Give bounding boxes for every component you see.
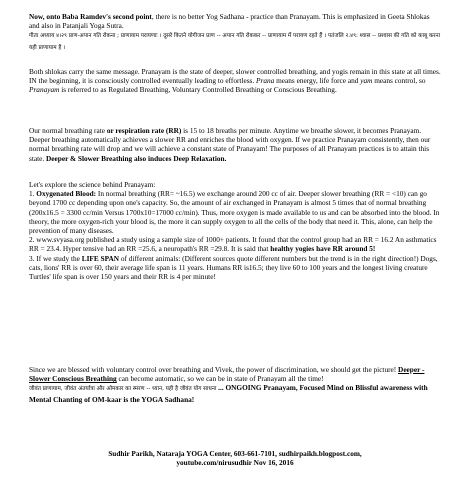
section-science (29, 180, 441, 281)
science-item-study (29, 235, 441, 253)
conclusion-text-2: can become automatic, so we can be in state of Pranayam all the time! (116, 374, 324, 384)
item3-bold: LIFE SPAN (81, 253, 120, 263)
conclusion-text-1: Since we are blessed with voluntary control over breathing and Vivek, the power of discrimination, we should get the picture! (29, 365, 399, 374)
science-item-life-span (29, 254, 441, 282)
intro-text: , there is no better Yog Sadhana - practice than Pranayam. This is emphasized in Geeta Shlokas and also in Patanjali Yoga Sutra. (29, 12, 430, 31)
item2-text: 2. www.svyasa.org published a study using a sample size of 1000+ patients. It found that the control group had an RR = 16.2 An asthmatics RR = 23.4. Hyper tensive had an RR =25.6, a neuropath's RR =29.8. It is said that (29, 235, 437, 254)
paragraph-conclusion (29, 365, 441, 404)
shlokas-text-2: means energy, life force and (274, 76, 361, 86)
rate-text-2: is 15 to 18 breaths per minute. Anytime we breathe slower, it becomes Pranayam. Deeper breathing automatically achieves a slower RR and enriches the blood with oxygen. If we practice Pranayam consistently, then our normal breathing rate will drop and we will achieve a constant state of Pranayam! The purposes of all Pranayam practices is to attain this state. (29, 126, 431, 163)
sanskrit-closing-line: जीवंत प्राणायाम, जीवंत अंतर्यात्रा और ओमकार का स्मरण -- ध्यान, यही है जीवंत योग साधना (29, 386, 217, 393)
paragraph-breathing-rate (29, 126, 441, 163)
rate-bold-rr: or respiration rate (RR) (106, 126, 182, 135)
sanskrit-geeta-verse: गीता अध्याय ४।२९ प्राण-अपान गति रोकना ; प्राणायाम परायणाः । दूसरे कितने योगीजन प्राण -- अपान गति रोककर -- प्राणायाम में परायण रहते हैं । (29, 33, 327, 40)
science-intro: Let's explore the science behind Pranayam: (29, 180, 156, 189)
footer-line-2: youtube.com/nirusudhir Nov 16, 2016 (176, 458, 294, 468)
shlokas-text-3: means control, so (372, 76, 426, 86)
item1-text: In normal breathing (RR= ~16.5) we exchange around 200 cc of air. Deeper slower breathing (RR = <10) can go beyond 1700 cc depending upon one's capacity. So, the amount of air exchanged in Pranayam is almost 5 times that of normal breathing (200x16.5 = 3300 cc/min Versus 1700x10=17000 cc/min). Thus, more oxygen is made available to us and can be absorbed into the blood. In theory, the more oxygen-rich your blood is, the more it can supply oxygen to all the cells of the body that need it. This, alone, can help the prevention of many diseases. (29, 189, 440, 236)
intro-lead: Now, onto Baba Ramdev's second point (29, 12, 152, 21)
item1-number: 1. (29, 189, 37, 199)
shlokas-text-4: is referred to as Regulated Breathing, Voluntary Controlled Breathing or Conscious Breathing. (59, 85, 337, 95)
item1-title: Oxygenated Blood: (36, 189, 97, 199)
item2-bold: healthy yogies have RR around 5! (270, 244, 376, 254)
word-prana: Prana (256, 76, 275, 86)
rate-text-1: Our normal breathing rate (29, 126, 107, 135)
footer-line-1: Sudhir Parikh, Nataraja YOGA Center, 603-661-7101, sudhirpaikh.blogpost.com, (108, 449, 362, 458)
item3-text-b: of different animals: (Different sources quote different numbers but the trend is in the right direction!) Dogs, cats, lions' RR is over 60, their average life span is 11 years. Humans RR is16.5; they live 60 to 100 years and the longest living creature Turtles' life span is over 150 years and their RR is 4 per minute! (29, 253, 438, 282)
conclusion-bold-breathing: Deeper - Slower Conscious Breathing (29, 365, 425, 384)
shlokas-text-1: Both shlokas carry the same message. Pranayam is the state of deeper, slower controlled breathing, and yogis remain in this state at all times. IN the beginning, it is consciously controlled eventually leading to effortless. (29, 67, 441, 86)
sanskrit-patanjali-verse: पतंजलि २.४९: श्वास -- प्रश्वास की गति को काबू करना यही प्राणायाम है । (29, 33, 441, 51)
footer-credits (29, 449, 441, 467)
paragraph-shlokas (29, 67, 441, 95)
rate-bold-relaxation: Deeper & Slower Breathing also induces Deep Relaxation. (46, 153, 227, 163)
word-pranayam: Pranayam (29, 85, 60, 95)
item3-text-a: 3. If we study the (29, 253, 82, 263)
paragraph-intro (29, 12, 441, 53)
science-item-oxygenated-blood (29, 189, 441, 235)
conclusion-bold-ongoing: ... ONGOING Pranayam, Focused Mind on Blissful awareness with Mental Chanting of OM-kaar is the YOGA Sadhana! (29, 383, 428, 404)
word-yam: yam (360, 76, 373, 86)
